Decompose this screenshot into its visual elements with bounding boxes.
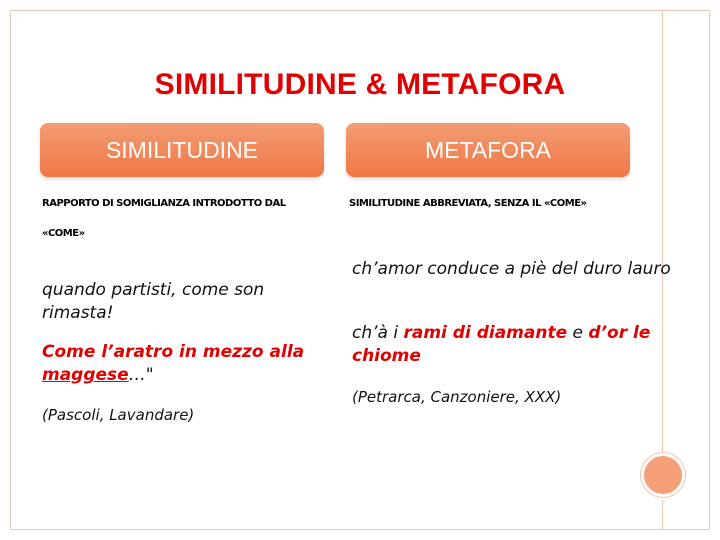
quote-similitudine-line2: [42, 341, 332, 387]
citation-petrarca: (Petrarca, Canzoniere, XXX): [352, 388, 562, 406]
header-similitudine: SIMILITUDINE: [40, 123, 324, 177]
decorative-circle: [641, 453, 685, 497]
decorative-line: [662, 500, 663, 530]
quote-bold-text: Come l’aratro in mezzo alla: [42, 342, 305, 362]
quote-metafora-line2: [352, 322, 672, 368]
quote-tail-text: …": [128, 365, 154, 385]
slide-title: SIMILITUDINE & METAFORA: [154, 68, 566, 101]
citation-pascoli: (Pascoli, Lavandare): [42, 406, 195, 424]
definition-similitudine-line1: RAPPORTO DI SOMIGLIANZA INTRODOTTO DAL: [42, 198, 286, 209]
quote-plain-start: ch’à i: [352, 323, 404, 343]
header-metafora: METAFORA: [346, 123, 630, 177]
quote-similitudine-line1: quando partisti, come son rimasta!: [42, 280, 265, 323]
quote-metafora-line1: ch’amor conduce a piè del duro lauro: [352, 259, 671, 279]
quote-red-text-1: rami di diamante: [403, 323, 568, 343]
quote-plain-mid: e: [567, 323, 589, 343]
quote-underlined-text: maggese: [42, 365, 129, 385]
quote-red-text-2: d’or le chiome: [352, 323, 651, 366]
definition-metafora: SIMILITUDINE ABBREVIATA, SENZA IL «COME»: [349, 198, 587, 209]
definition-similitudine-line2: «COME»: [42, 228, 85, 239]
